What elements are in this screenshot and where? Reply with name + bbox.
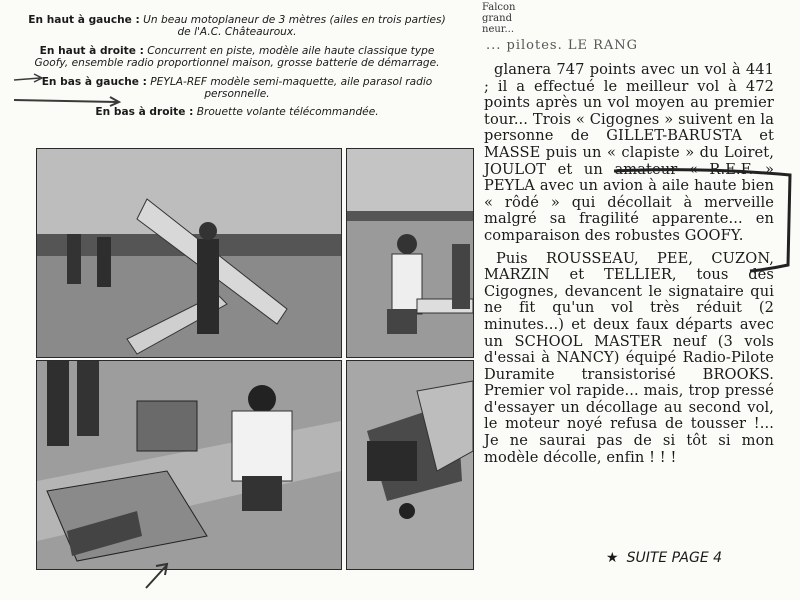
photo-peyla-image	[37, 361, 341, 569]
overlapping-text-fragment: ... pilotes. LE RANG	[486, 38, 639, 53]
article-paragraph: glanera 747 points avec un vol à 441 ; il a effectué le meilleur vol à 472 points après un vol moyen au premier tour... Trois « Cigognes » suivent en la personne de GILLET-BARUSTA et MASSE puis un « clapiste » du Loiret, JOULOT et un amateur « R.E.F. » PEYLA avec un avion à aile haute bien « rôdé » qui décollait à merveille malgré sa fragilité apparente... en comparaison des robustes GOOFY.	[484, 61, 774, 244]
photo-captions	[22, 14, 452, 125]
article-column	[484, 62, 774, 472]
caption-bottom-right: En bas à droite : Brouette volante télécommandée.	[95, 106, 379, 119]
photo-concurrent-image	[347, 149, 473, 357]
caption-top-right: En haut à droite : Concurrent en piste, modèle aile haute classique type Goofy, ensemble radio proportionnel maison, grosse batterie de démarrage.	[34, 44, 440, 70]
continuation-note: ★ SUITE PAGE 4	[606, 550, 723, 566]
photo-motoplaneur	[36, 148, 342, 358]
star-icon: ★	[606, 550, 619, 566]
photo-brouette-volante	[346, 360, 474, 570]
photo-concurrent-en-piste	[346, 148, 474, 358]
photo-peyla-ref	[36, 360, 342, 570]
caption-bottom-left: En bas à gauche : PEYLA-REF modèle semi-maquette, aile parasol radio personnelle.	[41, 75, 433, 101]
article-paragraph: Puis ROUSSEAU, PEE, CUZON, MARZIN et TELLIER, tous des Cigognes, devancent le signataire qui ne fit qu'un vol très réduit (2 minutes...) et deux faux départs avec un SCHOOL MASTER neuf (3 vols d'essai à NANCY) équipé Radio-Pilote Duramite transistorisé BROOKS. Premier vol rapide... mais, trop pressé d'essayer un décollage au second vol, le moteur noyé refusa de tousser !... Je ne saurai pas de si tôt si mon modèle décolle, enfin ! ! !	[484, 249, 774, 466]
photo-motoplaneur-image	[37, 149, 341, 357]
photo-brouette-image	[347, 361, 473, 569]
caption-top-left: En haut à gauche : Un beau motoplaneur de 3 mètres (ailes en trois parties) de l'A.C. Châteauroux.	[28, 14, 446, 39]
top-snippet: Falcon grand neur...	[482, 2, 516, 35]
